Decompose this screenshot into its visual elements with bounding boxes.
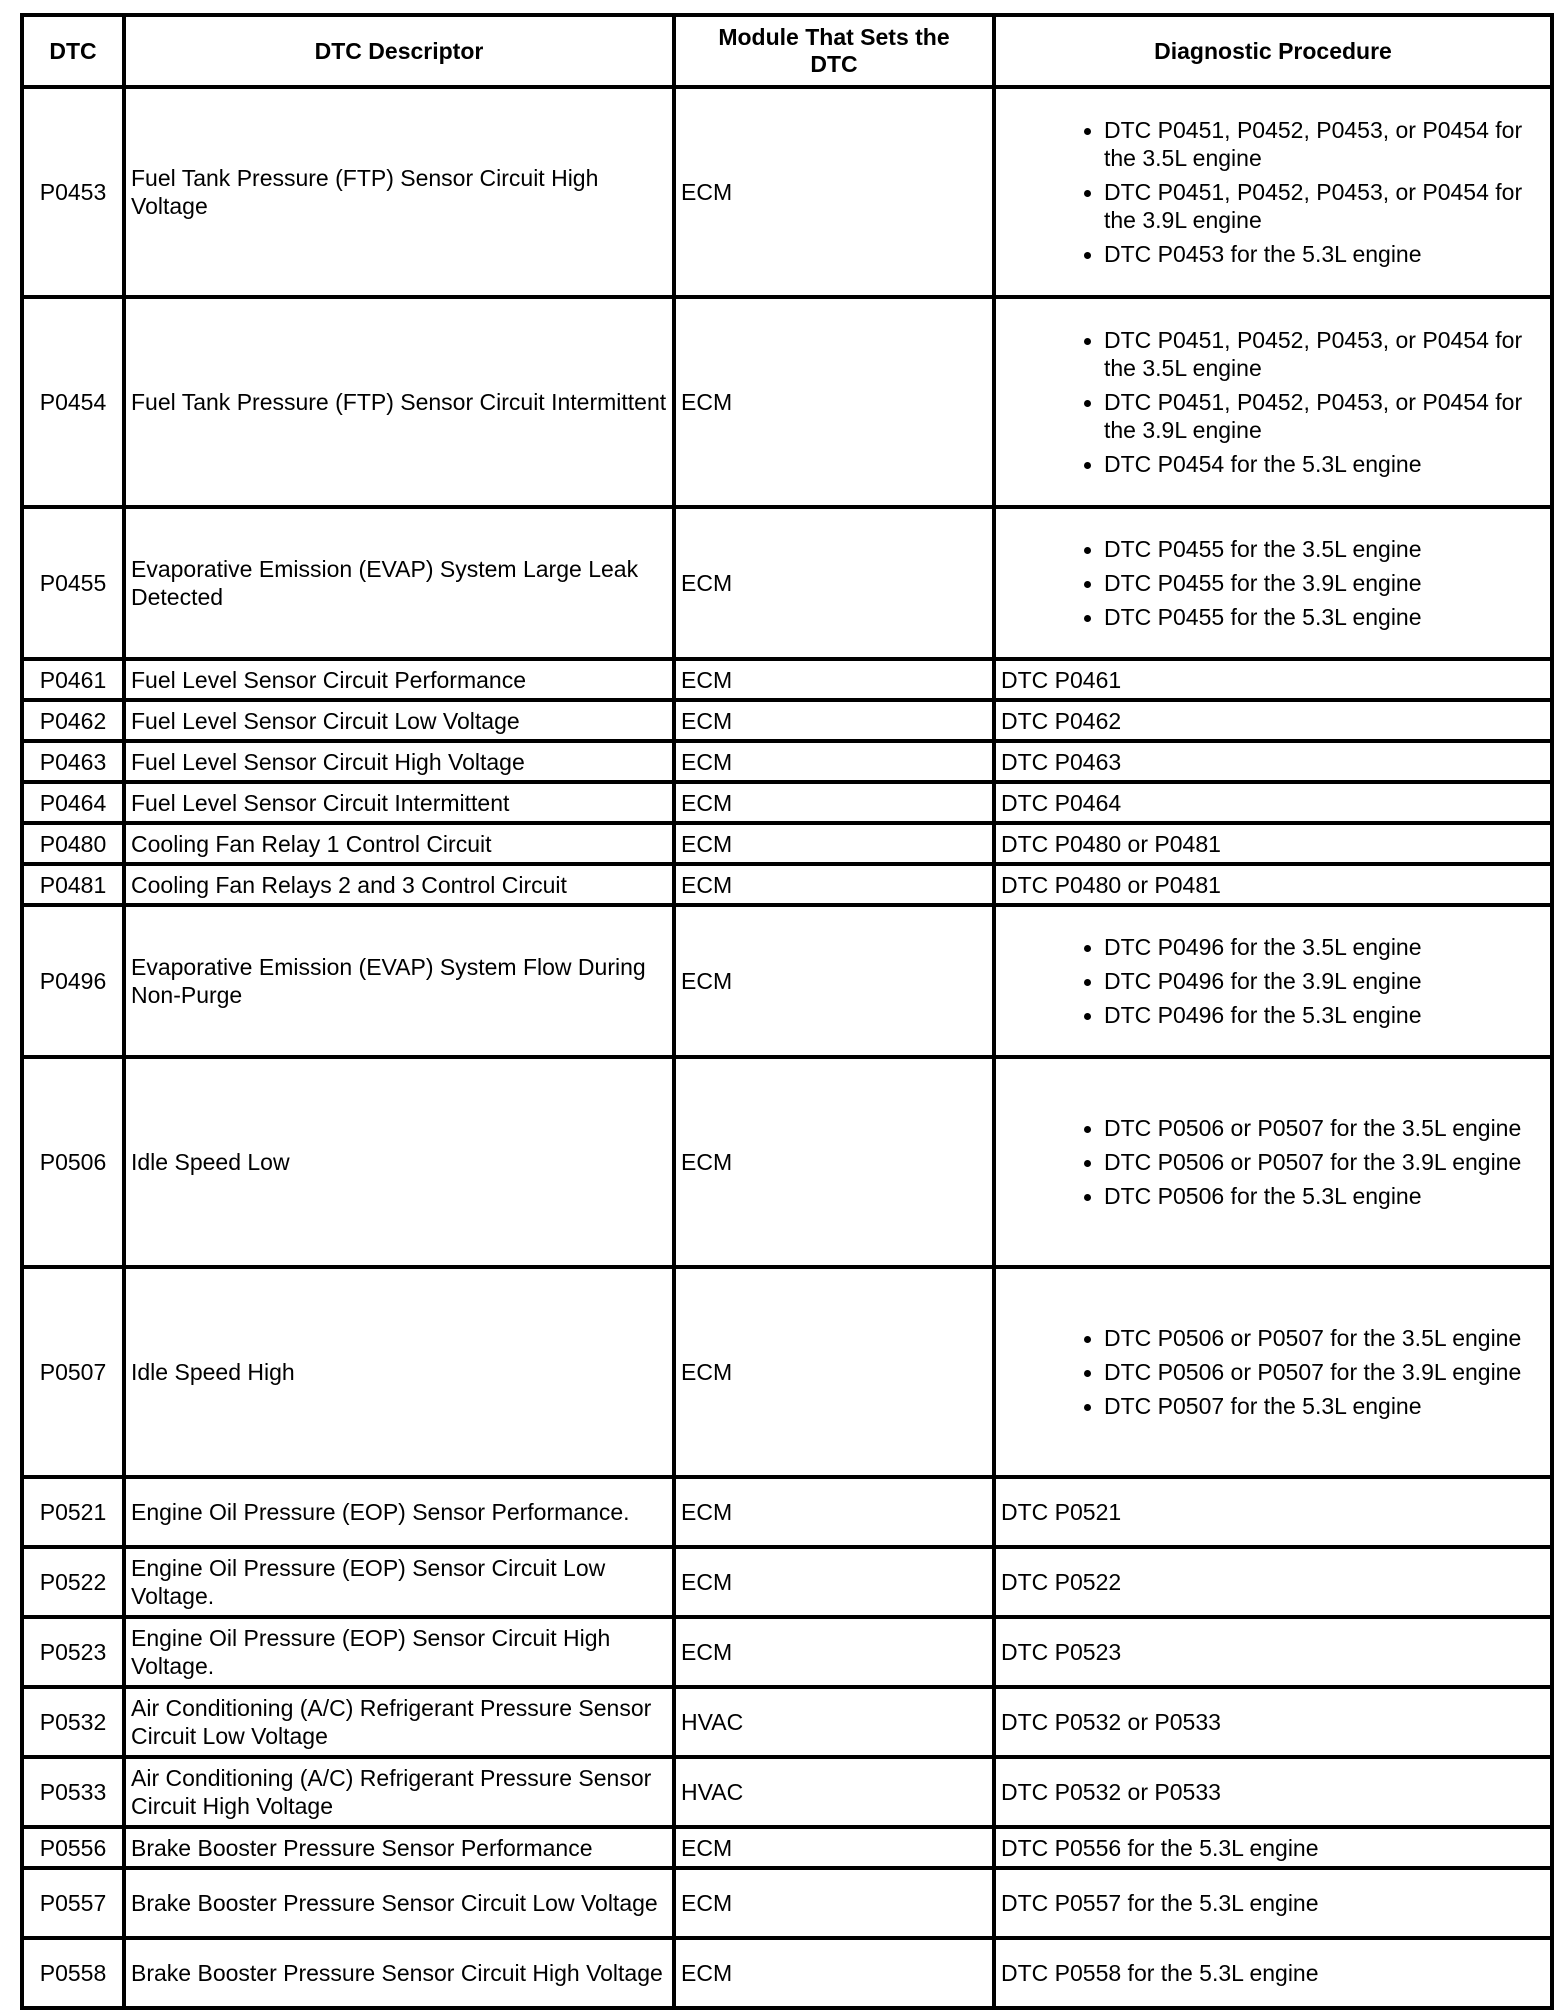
dtc-descriptor-cell: Brake Booster Pressure Sensor Performance [124, 1827, 674, 1868]
dtc-descriptor-cell: Engine Oil Pressure (EOP) Sensor Circuit High Voltage. [124, 1617, 674, 1687]
module-cell: ECM [674, 297, 994, 507]
dtc-code-cell: P0522 [22, 1547, 124, 1617]
procedure-link[interactable]: • DTC P0506 for the 5.3L engine [1104, 1182, 1545, 1210]
procedure-cell [994, 297, 1552, 507]
table-row [22, 507, 1552, 659]
dtc-descriptor-cell: Fuel Level Sensor Circuit High Voltage [124, 741, 674, 782]
procedure-link[interactable]: • DTC P0506 or P0507 for the 3.5L engine [1104, 1324, 1545, 1352]
module-cell: ECM [674, 1827, 994, 1868]
dtc-descriptor-cell: Air Conditioning (A/C) Refrigerant Pressure Sensor Circuit High Voltage [124, 1757, 674, 1827]
procedure-list [1001, 326, 1545, 478]
dtc-code-cell: P0481 [22, 864, 124, 905]
table-row [22, 1687, 1552, 1757]
procedure-cell [994, 1267, 1552, 1477]
procedure-list [1001, 1114, 1545, 1210]
dtc-code-cell: P0557 [22, 1868, 124, 1938]
procedure-link[interactable]: DTC P0558 for the 5.3L engine [994, 1938, 1552, 2008]
dtc-descriptor-cell: Cooling Fan Relay 1 Control Circuit [124, 823, 674, 864]
table-row [22, 864, 1552, 905]
dtc-code-cell: P0461 [22, 659, 124, 700]
table-row [22, 700, 1552, 741]
procedure-link[interactable]: • DTC P0507 for the 5.3L engine [1104, 1392, 1545, 1420]
module-cell: ECM [674, 659, 994, 700]
procedure-list [1001, 1324, 1545, 1420]
dtc-descriptor-cell: Fuel Level Sensor Circuit Performance [124, 659, 674, 700]
dtc-descriptor-cell: Evaporative Emission (EVAP) System Large Leak Detected [124, 507, 674, 659]
procedure-link[interactable]: DTC P0522 [994, 1547, 1552, 1617]
procedure-cell [994, 87, 1552, 297]
table-row [22, 1057, 1552, 1267]
procedure-link[interactable]: • DTC P0496 for the 3.5L engine [1104, 933, 1545, 961]
module-cell: ECM [674, 1547, 994, 1617]
table-row [22, 905, 1552, 1057]
procedure-cell [994, 1057, 1552, 1267]
table-row [22, 1868, 1552, 1938]
procedure-cell [994, 905, 1552, 1057]
dtc-code-cell: P0533 [22, 1757, 124, 1827]
procedure-link[interactable]: DTC P0462 [994, 700, 1552, 741]
dtc-code-cell: P0454 [22, 297, 124, 507]
module-cell: ECM [674, 741, 994, 782]
table-row [22, 782, 1552, 823]
module-cell: HVAC [674, 1687, 994, 1757]
procedure-link[interactable]: • DTC P0454 for the 5.3L engine [1104, 450, 1545, 478]
procedure-link[interactable]: • DTC P0455 for the 3.9L engine [1104, 569, 1545, 597]
procedure-link[interactable]: • DTC P0451, P0452, P0453, or P0454 for the 3.9L engine [1104, 388, 1545, 444]
module-cell: ECM [674, 1267, 994, 1477]
module-cell: ECM [674, 864, 994, 905]
dtc-code-cell: P0464 [22, 782, 124, 823]
table-row [22, 297, 1552, 507]
dtc-code-cell: P0521 [22, 1477, 124, 1547]
procedure-link[interactable]: DTC P0556 for the 5.3L engine [994, 1827, 1552, 1868]
dtc-descriptor-cell: Cooling Fan Relays 2 and 3 Control Circuit [124, 864, 674, 905]
dtc-descriptor-cell: Engine Oil Pressure (EOP) Sensor Performance. [124, 1477, 674, 1547]
procedure-link[interactable]: DTC P0480 or P0481 [994, 823, 1552, 864]
dtc-descriptor-cell: Evaporative Emission (EVAP) System Flow During Non-Purge [124, 905, 674, 1057]
procedure-link[interactable]: • DTC P0506 or P0507 for the 3.9L engine [1104, 1358, 1545, 1386]
table-row [22, 87, 1552, 297]
procedure-link[interactable]: DTC P0461 [994, 659, 1552, 700]
module-cell: ECM [674, 700, 994, 741]
dtc-descriptor-cell: Brake Booster Pressure Sensor Circuit Low Voltage [124, 1868, 674, 1938]
procedure-link[interactable]: • DTC P0496 for the 3.9L engine [1104, 967, 1545, 995]
procedure-link[interactable]: • DTC P0451, P0452, P0453, or P0454 for the 3.5L engine [1104, 326, 1545, 382]
procedure-link[interactable]: DTC P0523 [994, 1617, 1552, 1687]
header-procedure: Diagnostic Procedure [994, 15, 1552, 87]
dtc-descriptor-cell: Idle Speed Low [124, 1057, 674, 1267]
dtc-code-cell: P0463 [22, 741, 124, 782]
header-row [22, 15, 1552, 87]
procedure-list [1001, 535, 1545, 631]
dtc-code-cell: P0462 [22, 700, 124, 741]
table-body [22, 87, 1552, 2008]
module-cell: ECM [674, 1477, 994, 1547]
module-cell: ECM [674, 1938, 994, 2008]
procedure-cell [994, 507, 1552, 659]
dtc-descriptor-cell: Fuel Level Sensor Circuit Low Voltage [124, 700, 674, 741]
table-row [22, 659, 1552, 700]
dtc-code-cell: P0507 [22, 1267, 124, 1477]
procedure-list [1001, 933, 1545, 1029]
module-cell: ECM [674, 507, 994, 659]
table-row [22, 1757, 1552, 1827]
procedure-link[interactable]: DTC P0532 or P0533 [994, 1757, 1552, 1827]
module-cell: ECM [674, 823, 994, 864]
dtc-descriptor-cell: Brake Booster Pressure Sensor Circuit High Voltage [124, 1938, 674, 2008]
procedure-link[interactable]: • DTC P0506 or P0507 for the 3.9L engine [1104, 1148, 1545, 1176]
dtc-descriptor-cell: Idle Speed High [124, 1267, 674, 1477]
dtc-code-cell: P0558 [22, 1938, 124, 2008]
table-row [22, 1827, 1552, 1868]
table-row [22, 1938, 1552, 2008]
table-row [22, 1547, 1552, 1617]
procedure-link[interactable]: DTC P0557 for the 5.3L engine [994, 1868, 1552, 1938]
dtc-descriptor-cell: Engine Oil Pressure (EOP) Sensor Circuit Low Voltage. [124, 1547, 674, 1617]
procedure-link[interactable]: DTC P0463 [994, 741, 1552, 782]
procedure-link[interactable]: • DTC P0451, P0452, P0453, or P0454 for the 3.5L engine [1104, 116, 1545, 172]
procedure-link[interactable]: • DTC P0455 for the 3.5L engine [1104, 535, 1545, 563]
dtc-descriptor-cell: Fuel Tank Pressure (FTP) Sensor Circuit Intermittent [124, 297, 674, 507]
module-cell: ECM [674, 905, 994, 1057]
dtc-descriptor-cell: Fuel Tank Pressure (FTP) Sensor Circuit High Voltage [124, 87, 674, 297]
dtc-code-cell: P0480 [22, 823, 124, 864]
procedure-link[interactable]: • DTC P0453 for the 5.3L engine [1104, 240, 1545, 268]
table-row [22, 1267, 1552, 1477]
dtc-code-cell: P0532 [22, 1687, 124, 1757]
module-cell: ECM [674, 87, 994, 297]
dtc-table [20, 13, 1554, 2010]
module-cell: ECM [674, 1617, 994, 1687]
procedure-link[interactable]: • DTC P0506 or P0507 for the 3.5L engine [1104, 1114, 1545, 1142]
procedure-link[interactable]: DTC P0532 or P0533 [994, 1687, 1552, 1757]
table-row [22, 1617, 1552, 1687]
procedure-link[interactable]: • DTC P0496 for the 5.3L engine [1104, 1001, 1545, 1029]
dtc-code-cell: P0496 [22, 905, 124, 1057]
table-row [22, 741, 1552, 782]
header-descriptor: DTC Descriptor [124, 15, 674, 87]
module-cell: ECM [674, 782, 994, 823]
procedure-list [1001, 116, 1545, 268]
module-cell: ECM [674, 1868, 994, 1938]
dtc-code-cell: P0523 [22, 1617, 124, 1687]
dtc-code-cell: P0506 [22, 1057, 124, 1267]
procedure-link[interactable]: DTC P0521 [994, 1477, 1552, 1547]
table-row [22, 1477, 1552, 1547]
dtc-descriptor-cell: Air Conditioning (A/C) Refrigerant Pressure Sensor Circuit Low Voltage [124, 1687, 674, 1757]
dtc-code-cell: P0556 [22, 1827, 124, 1868]
dtc-code-cell: P0453 [22, 87, 124, 297]
dtc-descriptor-cell: Fuel Level Sensor Circuit Intermittent [124, 782, 674, 823]
header-dtc: DTC [22, 15, 124, 87]
module-cell: HVAC [674, 1757, 994, 1827]
procedure-link[interactable]: • DTC P0455 for the 5.3L engine [1104, 603, 1545, 631]
procedure-link[interactable]: DTC P0480 or P0481 [994, 864, 1552, 905]
procedure-link[interactable]: • DTC P0451, P0452, P0453, or P0454 for the 3.9L engine [1104, 178, 1545, 234]
procedure-link[interactable]: DTC P0464 [994, 782, 1552, 823]
dtc-code-cell: P0455 [22, 507, 124, 659]
module-cell: ECM [674, 1057, 994, 1267]
header-module: Module That Sets the DTC [674, 15, 994, 87]
table-row [22, 823, 1552, 864]
